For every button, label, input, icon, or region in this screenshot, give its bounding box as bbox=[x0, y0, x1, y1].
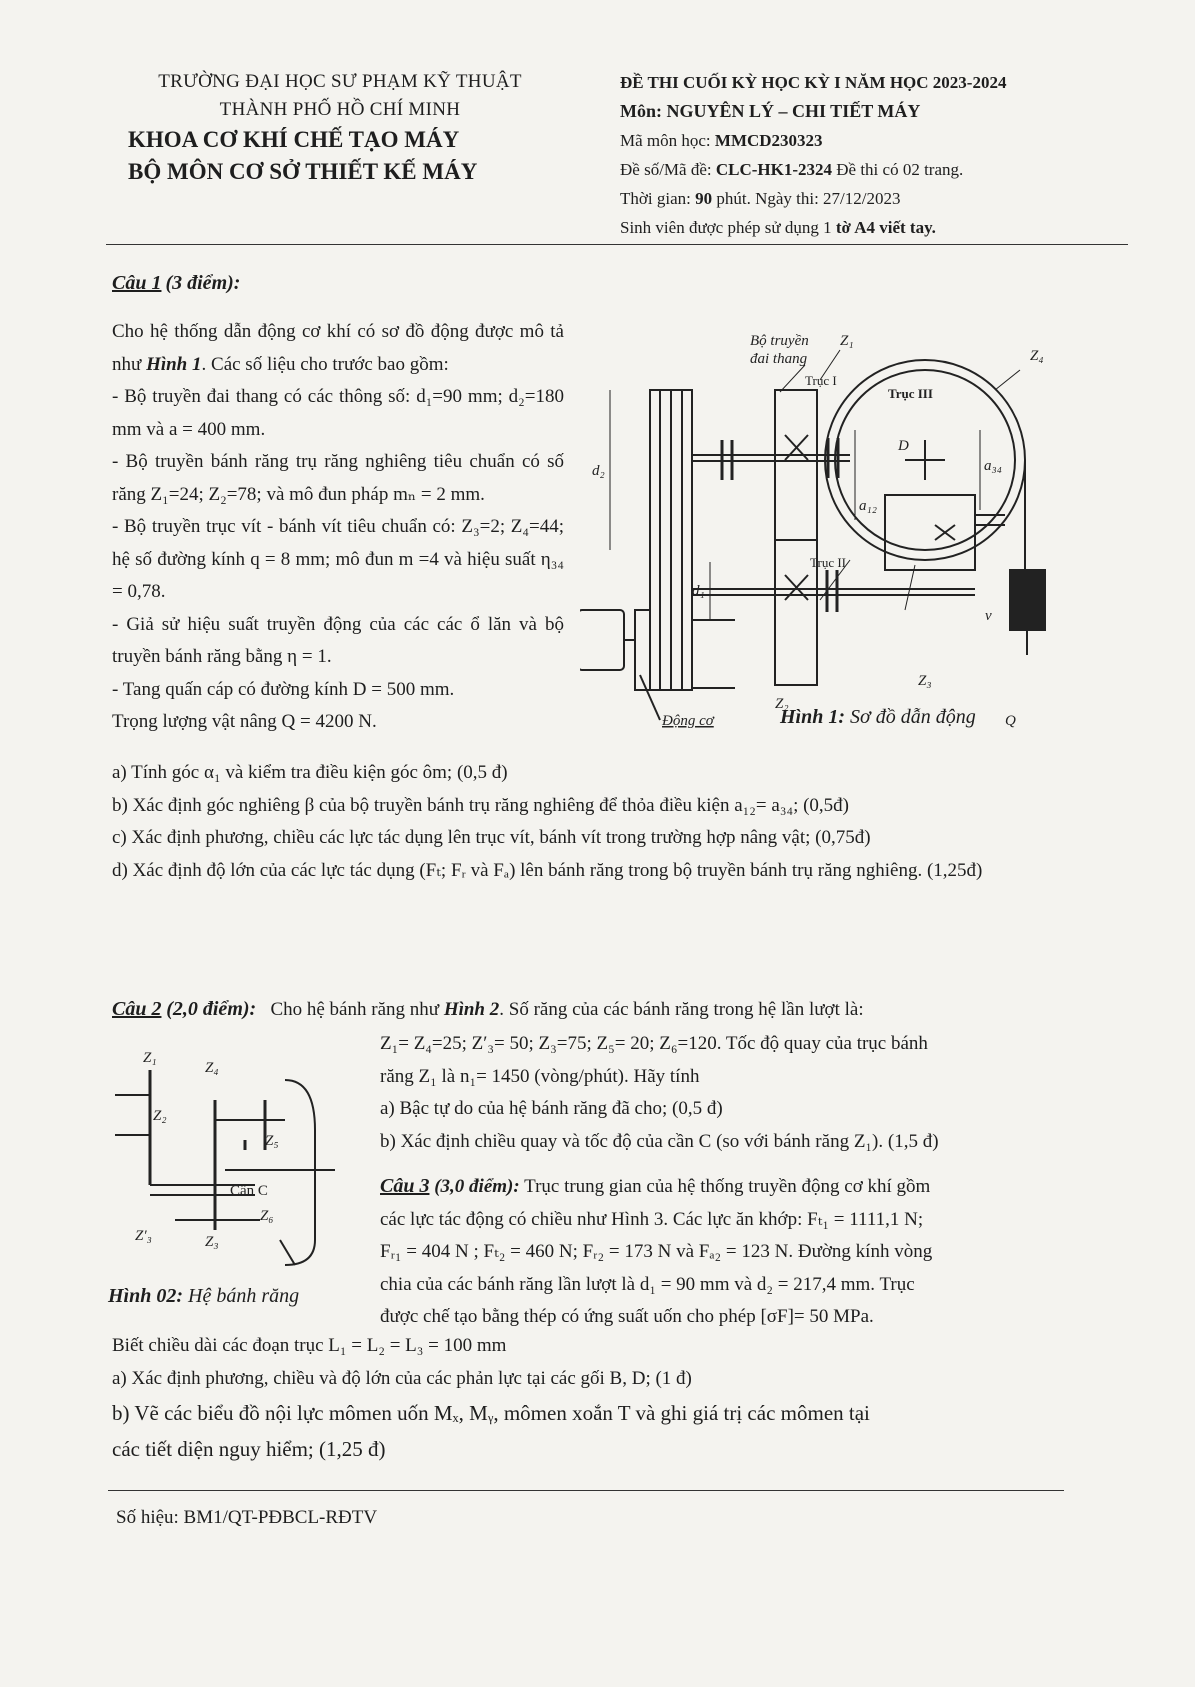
q1-points: (3 điểm): bbox=[165, 272, 241, 294]
allowed-row bbox=[620, 213, 1140, 242]
fig1-z3: Z₃ bbox=[918, 673, 932, 689]
q3-b2: các tiết diện nguy hiểm; (1,25 đ) bbox=[112, 1437, 386, 1461]
time-row bbox=[620, 184, 1140, 213]
q1-item5: - Tang quấn cáp có đường kính D = 500 mm. bbox=[112, 678, 455, 700]
fig2-z5: Z₅ bbox=[265, 1133, 279, 1149]
fig1-d2: d₂ bbox=[592, 463, 605, 479]
q1-title: Câu 1 bbox=[112, 272, 162, 294]
figure-2-gear-train bbox=[105, 1040, 350, 1270]
q3-continuation bbox=[112, 1330, 1072, 1467]
q1-item2: - Bộ truyền bánh răng trụ răng nghiêng tiêu chuẩn có số răng Z₁=24; Z₂=78; và mô đun pháp mₙ = 2 mm. bbox=[112, 451, 564, 505]
fig1-shaft2: Trục II bbox=[810, 555, 846, 570]
motor-body bbox=[580, 610, 624, 670]
fig1-d1: d₁ bbox=[692, 583, 705, 599]
q1-item6: Trọng lượng vật nâng Q = 4200 N. bbox=[112, 711, 377, 732]
fig1-a12: a₁₂ bbox=[859, 498, 877, 514]
q1-intro-fig: Hình 1 bbox=[146, 353, 202, 375]
q3-line3: Fᵣ₁ = 404 N ; Fₜ₂ = 460 N; Fᵣ₂ = 173 N và Fₐ₂ = 123 N. Đường kính vòng bbox=[380, 1241, 933, 1262]
course-code: MMCD230323 bbox=[714, 131, 823, 150]
exam-code-row bbox=[620, 155, 1140, 184]
fig1-caption-text: Sơ đồ dẫn động bbox=[850, 706, 976, 728]
fig1-belt-label-2: đai thang bbox=[750, 351, 808, 367]
q2-line2: răng Z₁ là n₁= 1450 (vòng/phút). Hãy tính bbox=[380, 1065, 700, 1087]
q3-title: Câu 3 bbox=[380, 1175, 430, 1197]
fig2-caption-bold: Hình 02: bbox=[108, 1285, 184, 1307]
fig1-a34: a₃₄ bbox=[984, 458, 1002, 474]
allowed-prefix: Sinh viên được phép sử dụng 1 bbox=[620, 218, 832, 237]
fig2-caption-text: Hệ bánh răng bbox=[188, 1285, 300, 1307]
fig1-shaft1: Trục I bbox=[805, 373, 837, 388]
department-name: BỘ MÔN CƠ SỞ THIẾT KẾ MÁY bbox=[128, 159, 478, 184]
q3-points: (3,0 điểm): bbox=[434, 1176, 520, 1197]
q2-heading bbox=[112, 998, 1082, 1021]
fig1-z2: Z₂ bbox=[775, 696, 789, 712]
q2-intro-fig: Hình 2 bbox=[443, 999, 500, 1020]
q1-b: b) Xác định góc nghiêng β của bộ truyền bánh trụ răng nghiêng để thỏa điều kiện a₁₂= a₃₄; (0,5đ) bbox=[112, 794, 850, 816]
exam-code-label: Đề số/Mã đề: bbox=[620, 160, 712, 179]
fig2-z1: Z₁ bbox=[143, 1050, 157, 1066]
fig2-z2: Z₂ bbox=[153, 1108, 167, 1124]
time-label: Thời gian: bbox=[620, 189, 691, 208]
q3-b1: b) Vẽ các biểu đồ nội lực mômen uốn Mₓ, Mᵧ, mômen xoắn T và ghi giá trị các mômen tại bbox=[112, 1401, 870, 1425]
q2-line1: Z₁= Z₄=25; Z′₃= 50; Z₃=75; Z₅= 20; Z₆=120. Tốc độ quay của trục bánh bbox=[380, 1033, 928, 1054]
q2-points: (2,0 điểm): bbox=[166, 998, 257, 1020]
q1-item1: - Bộ truyền đai thang có các thông số: d₁=90 mm; d₂=180 mm và a = 400 mm. bbox=[112, 386, 564, 440]
footer-code: Số hiệu: BM1/QT-PĐBCL-RĐTV bbox=[116, 1507, 378, 1528]
subject-name: Môn: NGUYÊN LÝ – CHI TIẾT MÁY bbox=[620, 101, 921, 121]
q1-intro bbox=[112, 316, 564, 381]
course-code-row bbox=[620, 126, 1140, 155]
allowed-bold: tờ A4 viết tay. bbox=[835, 218, 936, 237]
fig2-z3: Z₃ bbox=[205, 1234, 219, 1250]
q1-intro-rest: . Các số liệu cho trước bao gồm: bbox=[201, 353, 449, 375]
figure-2-caption bbox=[108, 1285, 299, 1308]
fig1-belt-label-1: Bộ truyền bbox=[750, 333, 809, 349]
footer-divider bbox=[108, 1490, 1064, 1491]
q2-a: a) Bậc tự do của hệ bánh răng đã cho; (0,5 đ) bbox=[380, 1098, 723, 1119]
q3-line1-text: Trục trung gian của hệ thống truyền động cơ khí gồm bbox=[524, 1176, 931, 1197]
q1-intro-text: Cho hệ thống dẫn động cơ khí có sơ đồ động được mô tả như bbox=[112, 321, 564, 375]
fig1-caption-bold: Hình 1: bbox=[780, 706, 846, 728]
header-divider bbox=[106, 244, 1128, 245]
q2-intro-start: Cho hệ bánh răng như bbox=[270, 999, 440, 1020]
fig2-carrier: Cần C bbox=[230, 1183, 268, 1199]
fig2-z6: Z₆ bbox=[260, 1208, 274, 1224]
q3-line1 bbox=[380, 1170, 1080, 1204]
q2-intro-end: . Số răng của các bánh răng trong hệ lần lượt là: bbox=[499, 999, 864, 1020]
time-date: phút. Ngày thi: 27/12/2023 bbox=[716, 189, 901, 208]
exam-title: ĐỀ THI CUỐI KỲ HỌC KỲ I NĂM HỌC 2023-2024 bbox=[620, 73, 1007, 92]
q3-body bbox=[380, 1170, 1080, 1334]
fig1-z4: Z₄ bbox=[1030, 348, 1044, 364]
pages-note: Đề thi có 02 trang. bbox=[836, 160, 964, 179]
faculty-name: KHOA CƠ KHÍ CHẾ TẠO MÁY bbox=[128, 127, 460, 152]
q1-d: d) Xác định độ lớn của các lực tác dụng (Fₜ; Fᵣ và Fₐ) lên bánh răng trong bộ truyền bánh trụ răng nghiêng. (1,25đ) bbox=[112, 859, 983, 881]
q1-c: c) Xác định phương, chiều các lực tác dụng lên trục vít, bánh vít trong trường hợp nâng vật; (0,75đ) bbox=[112, 827, 871, 848]
school-header bbox=[100, 68, 580, 188]
gear-z1 bbox=[775, 390, 817, 540]
q3-line4: chia của các bánh răng lần lượt là d₁ = 90 mm và d₂ = 217,4 mm. Trục bbox=[380, 1273, 915, 1295]
fig1-diameter-d: D bbox=[898, 438, 909, 454]
q2-body bbox=[380, 1028, 1080, 1158]
fig1-shaft3: Trục III bbox=[888, 386, 933, 401]
time-value: 90 bbox=[695, 189, 713, 208]
fig2-z4: Z₄ bbox=[205, 1060, 219, 1076]
q1-subquestions bbox=[112, 757, 1072, 887]
figure-1-caption bbox=[780, 706, 976, 729]
figure-1-drive-diagram bbox=[580, 330, 1120, 730]
load-block bbox=[1010, 570, 1045, 630]
driving-pulley bbox=[635, 610, 650, 690]
fig2-z3-prime: Z′₃ bbox=[135, 1228, 152, 1244]
q3-line2: các lực tác động có chiều như Hình 3. Các lực ăn khớp: Fₜ₁ = 1111,1 N; bbox=[380, 1208, 924, 1230]
q3-line6: Biết chiều dài các đoạn trục L₁ = L₂ = L₃ = 100 mm bbox=[112, 1335, 507, 1356]
q1-item4: - Giả sử hiệu suất truyền động của các các ổ lăn và bộ truyền bánh răng bằng η = 1. bbox=[112, 613, 564, 667]
school-name-line2: THÀNH PHỐ HỒ CHÍ MINH bbox=[219, 99, 461, 120]
fig1-velocity: v⃗ bbox=[985, 608, 1004, 624]
worm-wheel bbox=[885, 495, 975, 570]
course-code-label: Mã môn học: bbox=[620, 131, 711, 150]
q2-title: Câu 2 bbox=[112, 998, 162, 1020]
q3-line5: được chế tạo bằng thép có ứng suất uốn cho phép [σF]= 50 MPa. bbox=[380, 1306, 874, 1327]
q1-heading bbox=[112, 272, 240, 295]
q1-description bbox=[112, 316, 564, 739]
fig1-motor: Động cơ bbox=[662, 713, 714, 729]
q3-a: a) Xác định phương, chiều và độ lớn của các phản lực tại các gối B, D; (1 đ) bbox=[112, 1367, 692, 1389]
school-name-line1: TRƯỜNG ĐẠI HỌC SƯ PHẠM KỸ THUẬT bbox=[158, 71, 522, 92]
q1-a: a) Tính góc α₁ và kiểm tra điều kiện góc ôm; (0,5 đ) bbox=[112, 762, 508, 783]
q1-item3: - Bộ truyền trục vít - bánh vít tiêu chuẩn có: Z₃=2; Z₄=44; hệ số đường kính q = 8 mm; mô đun m =4 và hiệu suất η₃₄ = 0,78. bbox=[112, 516, 564, 602]
fig1-z1: Z₁ bbox=[840, 333, 854, 349]
q2-b: b) Xác định chiều quay và tốc độ của cần C (so với bánh răng Z₁). (1,5 đ) bbox=[380, 1130, 939, 1152]
exam-code: CLC-HK1-2324 bbox=[715, 160, 833, 179]
fig1-load-q: Q bbox=[1005, 713, 1016, 729]
exam-info bbox=[620, 68, 1140, 242]
